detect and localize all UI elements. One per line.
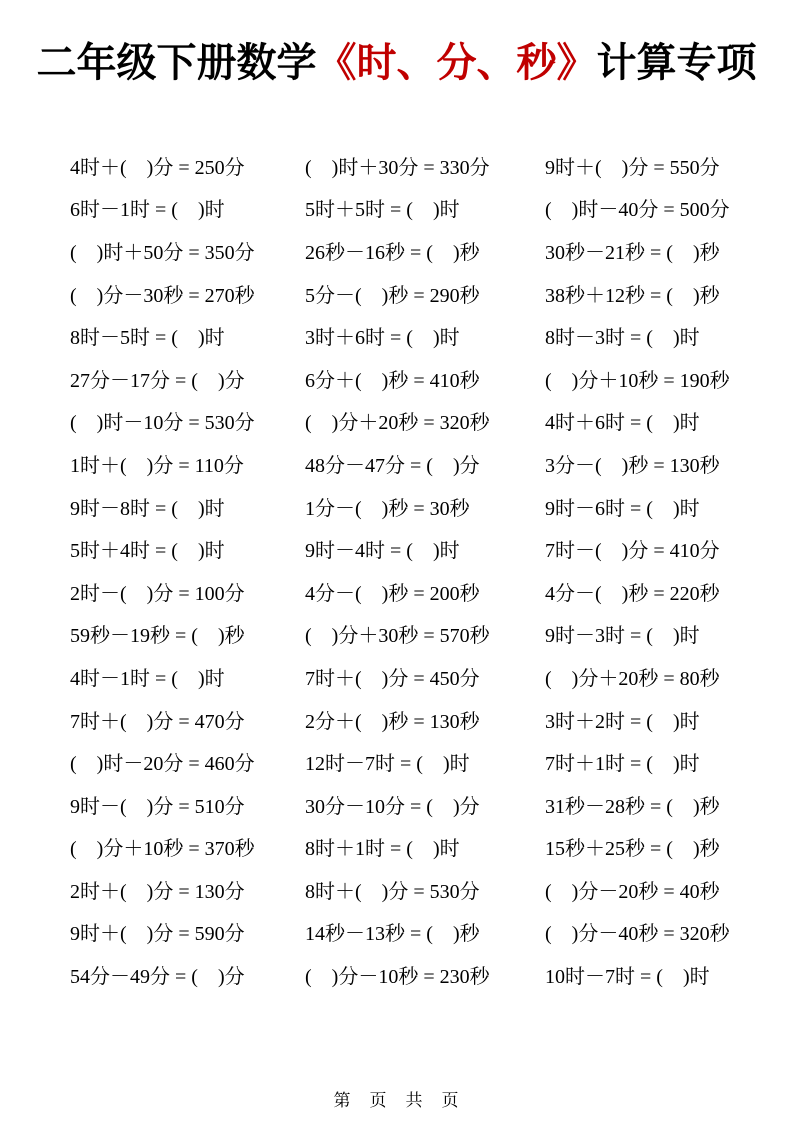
problem-item: 10时－7时 = ( )时 (545, 966, 710, 989)
page-footer: 第 页 共 页 (333, 1091, 460, 1110)
problems-column-1 (70, 144, 305, 996)
problem-item: ( )时－40分 = 500分 (545, 199, 730, 222)
problem-item: 3时＋2时 = ( )时 (545, 710, 700, 733)
problem-item: 4分－( )秒 = 220秒 (545, 582, 720, 605)
problem-item: ( )分－30秒 = 270秒 (70, 284, 255, 307)
problem-item: 1时＋( )分 = 110分 (70, 454, 244, 477)
problem-item: 27分－17分 = ( )分 (70, 369, 245, 392)
problem-item: 8时－3时 = ( )时 (545, 327, 700, 350)
problem-item: 2时＋( )分 = 130分 (70, 880, 245, 903)
problem-item: ( )分－20秒 = 40秒 (545, 880, 720, 903)
problem-item: 9时＋( )分 = 590分 (70, 923, 245, 946)
problem-item: 4时－1时 = ( )时 (70, 667, 225, 690)
title-suffix: 计算专项 (596, 41, 757, 85)
problem-item: 9时－3时 = ( )时 (545, 625, 700, 648)
problem-item: 8时＋( )分 = 530分 (305, 880, 480, 903)
problem-item: 14秒－13秒 = ( )秒 (305, 923, 480, 946)
problem-item: 2分＋( )秒 = 130秒 (305, 710, 480, 733)
problem-item: 7时＋( )分 = 450分 (305, 667, 480, 690)
problem-item: 26秒－16秒 = ( )秒 (305, 241, 480, 264)
problem-item: 4时＋6时 = ( )时 (545, 412, 700, 435)
problem-item: 12时－7时 = ( )时 (305, 753, 470, 776)
problem-item: 4分－( )秒 = 200秒 (305, 582, 480, 605)
problem-item: 7时－( )分 = 410分 (545, 540, 720, 563)
problem-item: 4时＋( )分 = 250分 (70, 156, 245, 179)
problem-item: ( )分＋30秒 = 570秒 (305, 625, 490, 648)
title-highlight: 《时、分、秒》 (316, 41, 597, 85)
problem-item: 8时＋1时 = ( )时 (305, 838, 460, 861)
problem-item: 6时－1时 = ( )时 (70, 199, 225, 222)
problem-item: 30分－10分 = ( )分 (305, 795, 480, 818)
problem-item: 2时－( )分 = 100分 (70, 582, 245, 605)
problems-column-3 (545, 144, 793, 996)
problem-item: 31秒－28秒 = ( )秒 (545, 795, 720, 818)
problem-item: 59秒－19秒 = ( )秒 (70, 625, 245, 648)
problem-item: 6分＋( )秒 = 410秒 (305, 369, 480, 392)
problem-item: ( )分＋10秒 = 190秒 (545, 369, 730, 392)
problem-item: 5分－( )秒 = 290秒 (305, 284, 480, 307)
problem-item: 9时＋( )分 = 550分 (545, 156, 720, 179)
problem-item: ( )分＋20秒 = 320秒 (305, 412, 490, 435)
problem-item: 30秒－21秒 = ( )秒 (545, 241, 720, 264)
problem-item: 54分－49分 = ( )分 (70, 966, 245, 989)
page-title (0, 42, 793, 84)
problem-item: ( )分＋10秒 = 370秒 (70, 838, 255, 861)
problem-item: 9时－( )分 = 510分 (70, 795, 245, 818)
problem-item: 9时－8时 = ( )时 (70, 497, 225, 520)
problem-item: 9时－6时 = ( )时 (545, 497, 700, 520)
problem-item: 3分－( )秒 = 130秒 (545, 454, 720, 477)
problem-item: 5时＋4时 = ( )时 (70, 540, 225, 563)
problem-item: ( )时＋30分 = 330分 (305, 156, 490, 179)
problem-item: 7时＋1时 = ( )时 (545, 753, 700, 776)
problem-item: 48分－47分 = ( )分 (305, 454, 480, 477)
problem-item: 9时－4时 = ( )时 (305, 540, 460, 563)
problem-item: 1分－( )秒 = 30秒 (305, 497, 470, 520)
problems-column-2 (305, 144, 545, 996)
problem-item: 8时－5时 = ( )时 (70, 327, 225, 350)
problem-item: ( )分＋20秒 = 80秒 (545, 667, 720, 690)
problem-item: ( )时＋50分 = 350分 (70, 241, 255, 264)
problem-item: ( )分－10秒 = 230秒 (305, 966, 490, 989)
problem-item: ( )时－20分 = 460分 (70, 753, 255, 776)
problem-item: 38秒＋12秒 = ( )秒 (545, 284, 720, 307)
problem-item: 15秒＋25秒 = ( )秒 (545, 838, 720, 861)
problem-item: 3时＋6时 = ( )时 (305, 327, 460, 350)
problem-item: ( )时－10分 = 530分 (70, 412, 255, 435)
problem-item: 5时＋5时 = ( )时 (305, 199, 460, 222)
problem-item: 7时＋( )分 = 470分 (70, 710, 245, 733)
problem-item: ( )分－40秒 = 320秒 (545, 923, 730, 946)
title-prefix: 二年级下册数学 (36, 41, 317, 85)
problems-grid (70, 144, 793, 996)
